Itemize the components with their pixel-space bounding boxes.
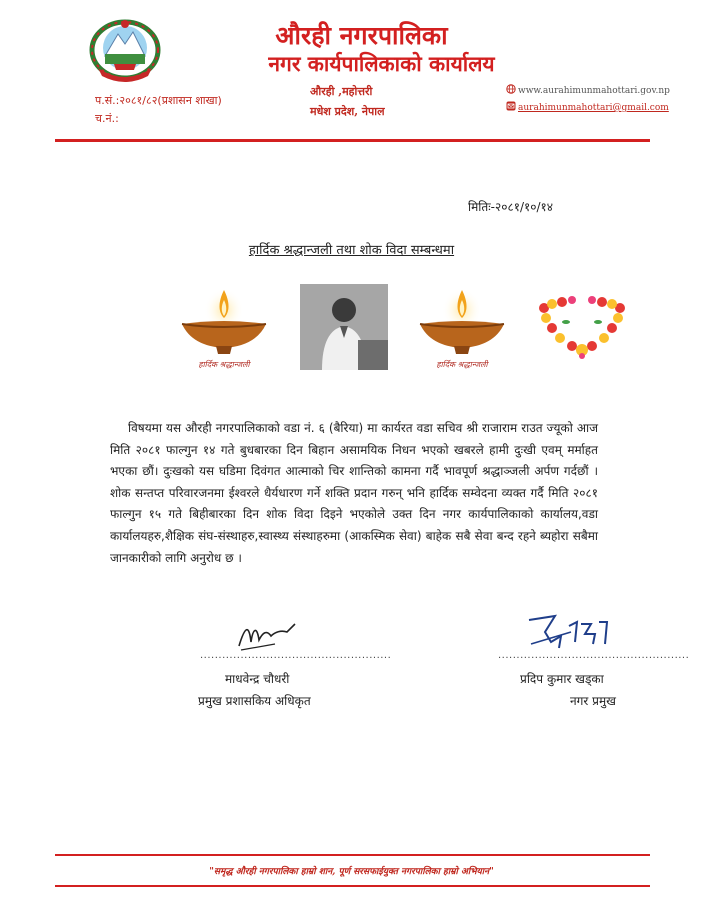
deceased-photo	[300, 284, 388, 370]
lamp-caption: हार्दिक श्रद्धान्जली	[436, 360, 488, 369]
address-line-2: मधेश प्रदेश, नेपाल	[310, 105, 385, 118]
footer-divider-bottom	[55, 885, 650, 887]
website-row	[506, 84, 670, 96]
letter-date: मितिः-२०८१/१०/१४	[468, 200, 553, 214]
email-link[interactable]: aurahimunmahottari@gmail.com	[518, 103, 669, 113]
signature-line-left: ....................................................	[200, 650, 392, 661]
header-divider	[55, 139, 650, 142]
mail-icon	[506, 101, 516, 111]
signature-right	[525, 612, 615, 654]
address-line-1: औरही ,महोत्तरी	[310, 85, 373, 98]
dispatch-number: च.नं.:	[95, 112, 119, 125]
signature-line-right: ....................................................	[498, 650, 690, 661]
flower-garland-image	[532, 294, 632, 360]
footer-slogan: "समृद्ध औरही नगरपालिका हाम्रो शान, पूर्ण सरसफाईयुक्त नगरपालिका हाम्रो अभियान"	[209, 867, 494, 877]
office-name: औरही नगरपालिका	[275, 21, 448, 50]
email-row	[506, 101, 669, 113]
reference-number: प.सं.:२०८१/८२(प्रशासन शाखा)	[95, 94, 222, 107]
globe-icon	[506, 84, 516, 94]
oil-lamp-image	[176, 288, 272, 368]
signatory-title-left: प्रमुख प्रशासकिय अधिकृत	[198, 694, 311, 708]
signatory-title-right: नगर प्रमुख	[570, 694, 616, 708]
letter-subject: हार्दिक श्रद्धान्जली तथा शोक विदा सम्बन्धमा	[248, 243, 455, 258]
website-link[interactable]: www.aurahimunmahottari.gov.np	[518, 86, 670, 96]
office-subtitle: नगर कार्यपालिकाको कार्यालय	[268, 51, 495, 76]
signatory-name-right: प्रदिप कुमार खड्का	[520, 672, 604, 686]
footer-divider-top	[55, 854, 650, 856]
lamp-caption: हार्दिक श्रद्धान्जली	[198, 360, 250, 369]
oil-lamp-image	[414, 288, 510, 368]
signatory-name-left: माधवेन्द्र चौधरी	[225, 672, 290, 686]
letter-body: विषयमा यस औरही नगरपालिकाको वडा नं. ६ (बैरिया) मा कार्यरत वडा सचिव श्री राजाराम राउत ज्यूको आज मिति २०८१ फाल्गुन १४ गते बुधबारका दिन बिहान असामयिक निधन भएको खबरले हामी दुःखी एवम् मर्माहत भएका छौं। दुःखको यस घडिमा दिवंगत आत्माको चिर शान्तिको कामना गर्दै भावपूर्ण श्रद्धाञ्जली अर्पण गर्दछौं । शोक सन्तप्त परिवारजनमा ईश्वरले धैर्यधारण गर्ने शक्ति प्रदान गरुन् भनि हार्दिक सम्वेदना व्यक्त गर्दै मिति २०८१ फाल्गुन १५ गते बिहीबारका दिन शोक विदा दिइने भएकोले उक्त दिन नगर कार्यपालिकाको कार्यालय,वडा कार्यालयहरु,शैक्षिक संघ-संस्थाहरु,स्वास्थ्य संस्थाहरुमा (आकस्मिक सेवा) बाहेक सबै सेवा बन्द रहने ब्यहोरा सबैमा जानकारीको लागि अनुरोध छ ।	[110, 421, 598, 565]
